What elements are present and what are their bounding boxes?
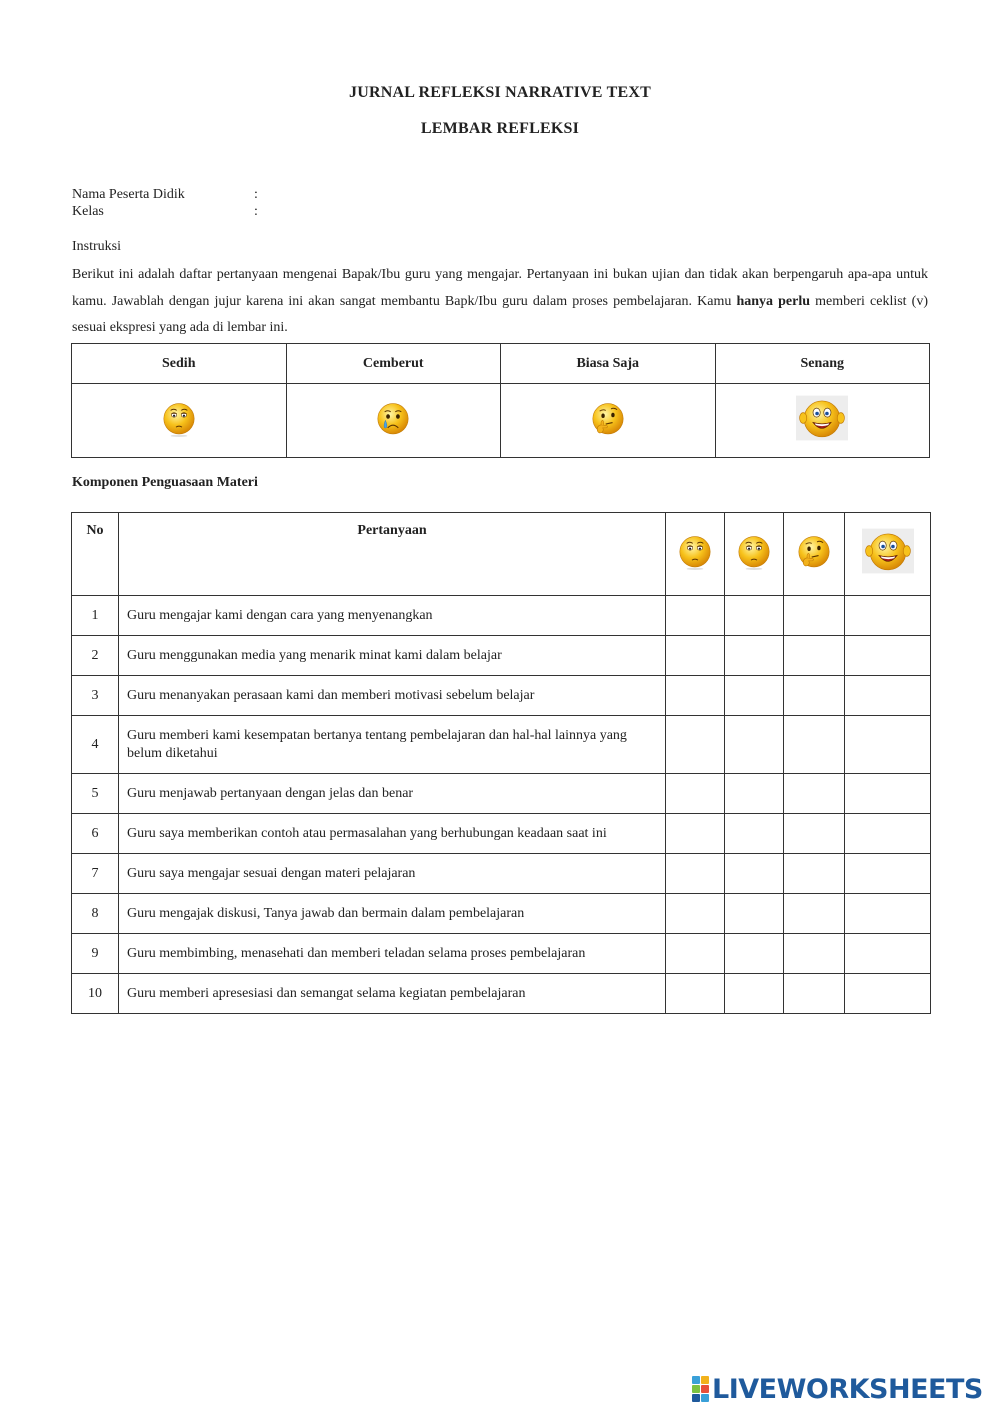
- check-cell-sad[interactable]: [666, 636, 725, 676]
- check-cell-happy[interactable]: [845, 774, 931, 814]
- check-cell-happy[interactable]: [845, 854, 931, 894]
- check-cell-happy[interactable]: [845, 894, 931, 934]
- row-number: 5: [72, 774, 119, 814]
- table-row: [72, 854, 931, 894]
- check-cell-happy[interactable]: [845, 716, 931, 774]
- colon: :: [254, 187, 258, 202]
- expression-label-frown: Cemberut: [286, 344, 501, 384]
- expression-label-happy: Senang: [715, 344, 930, 384]
- expression-label-sad: Sedih: [72, 344, 287, 384]
- check-cell-neutral[interactable]: [784, 854, 845, 894]
- check-cell-frown[interactable]: [725, 774, 784, 814]
- instructions-part: Berikut ini adalah daftar pertanyaan mengenai Bapak/Ibu guru yang mengajar. Pertanyaan ini bukan ujian dan tidak akan berpengaruh apa-apa untuk kamu. Jawablah dengan jujur karena ini akan sangat membantu Bapk/Ibu guru dalam proses pembelajaran. Kamu: [72, 267, 928, 309]
- table-row: [72, 814, 931, 854]
- row-number: 10: [72, 974, 119, 1014]
- row-number: 4: [72, 716, 119, 774]
- happy-face-icon: [862, 525, 914, 577]
- table-row: [72, 894, 931, 934]
- col-question-header: Pertanyaan: [119, 513, 666, 596]
- row-question: Guru menggunakan media yang menarik minat kami dalam belajar: [119, 636, 666, 676]
- check-cell-neutral[interactable]: [784, 974, 845, 1014]
- brand-text: LIVEWORKSHEETS: [712, 1373, 983, 1405]
- expression-label-neutral: Biasa Saja: [501, 344, 716, 384]
- check-cell-neutral[interactable]: [784, 636, 845, 676]
- check-cell-sad[interactable]: [666, 676, 725, 716]
- check-cell-neutral[interactable]: [784, 716, 845, 774]
- row-number: 2: [72, 636, 119, 676]
- check-cell-frown[interactable]: [725, 854, 784, 894]
- check-cell-sad[interactable]: [666, 854, 725, 894]
- section-title: Komponen Penguasaan Materi: [72, 475, 258, 490]
- colon: :: [254, 204, 258, 219]
- check-cell-happy[interactable]: [845, 934, 931, 974]
- expression-cell: [72, 384, 287, 458]
- row-question: Guru menjawab pertanyaan dengan jelas dan benar: [119, 774, 666, 814]
- check-cell-neutral[interactable]: [784, 814, 845, 854]
- check-cell-happy[interactable]: [845, 814, 931, 854]
- check-cell-frown[interactable]: [725, 676, 784, 716]
- table-row: [72, 716, 931, 774]
- thinking-face-icon: [792, 529, 836, 573]
- liveworksheets-logo: [692, 1374, 983, 1404]
- check-cell-frown[interactable]: [725, 716, 784, 774]
- student-name-row: [72, 187, 258, 203]
- check-cell-neutral[interactable]: [784, 894, 845, 934]
- row-number: 7: [72, 854, 119, 894]
- row-number: 6: [72, 814, 119, 854]
- expression-cell: [715, 384, 930, 458]
- check-cell-happy[interactable]: [845, 596, 931, 636]
- sad-face-icon: [673, 529, 717, 573]
- thinking-face-icon: [586, 396, 630, 440]
- crying-face-icon: [371, 396, 415, 440]
- check-cell-sad[interactable]: [666, 934, 725, 974]
- student-name-label: Nama Peserta Didik: [72, 187, 185, 202]
- logo-icon: [692, 1376, 708, 1402]
- expression-legend-table: [71, 343, 930, 458]
- col-icon-header: [784, 513, 845, 596]
- check-cell-frown[interactable]: [725, 814, 784, 854]
- check-cell-sad[interactable]: [666, 894, 725, 934]
- col-icon-header: [845, 513, 931, 596]
- row-question: Guru mengajak diskusi, Tanya jawab dan bermain dalam pembelajaran: [119, 894, 666, 934]
- check-cell-sad[interactable]: [666, 596, 725, 636]
- check-cell-neutral[interactable]: [784, 934, 845, 974]
- row-number: 3: [72, 676, 119, 716]
- row-number: 1: [72, 596, 119, 636]
- questions-table: [71, 512, 931, 1014]
- expression-cell: [501, 384, 716, 458]
- table-row: [72, 934, 931, 974]
- happy-face-icon: [796, 392, 848, 444]
- col-icon-header: [666, 513, 725, 596]
- table-row: [72, 676, 931, 716]
- row-number: 9: [72, 934, 119, 974]
- page-title: JURNAL REFLEKSI NARRATIVE TEXT: [349, 84, 651, 101]
- table-row: [72, 774, 931, 814]
- row-question: Guru membimbing, menasehati dan memberi teladan selama proses pembelajaran: [119, 934, 666, 974]
- check-cell-frown[interactable]: [725, 636, 784, 676]
- check-cell-frown[interactable]: [725, 596, 784, 636]
- table-row: [72, 596, 931, 636]
- page-subtitle: LEMBAR REFLEKSI: [420, 120, 580, 137]
- row-question: Guru mengajar kami dengan cara yang menyenangkan: [119, 596, 666, 636]
- row-question: Guru saya mengajar sesuai dengan materi pelajaran: [119, 854, 666, 894]
- instructions-bold: hanya perlu: [736, 293, 811, 309]
- check-cell-sad[interactable]: [666, 974, 725, 1014]
- col-no-header: No: [72, 513, 119, 596]
- check-cell-neutral[interactable]: [784, 596, 845, 636]
- check-cell-frown[interactable]: [725, 974, 784, 1014]
- col-icon-header: [725, 513, 784, 596]
- check-cell-happy[interactable]: [845, 636, 931, 676]
- check-cell-happy[interactable]: [845, 676, 931, 716]
- check-cell-sad[interactable]: [666, 814, 725, 854]
- check-cell-sad[interactable]: [666, 774, 725, 814]
- check-cell-sad[interactable]: [666, 716, 725, 774]
- instructions-text: [72, 262, 928, 342]
- row-question: Guru saya memberikan contoh atau permasalahan yang berhubungan keadaan saat ini: [119, 814, 666, 854]
- class-label: Kelas: [72, 204, 104, 219]
- class-row: [72, 204, 258, 220]
- expression-cell: [286, 384, 501, 458]
- table-row: [72, 636, 931, 676]
- check-cell-happy[interactable]: [845, 974, 931, 1014]
- instructions-part: memberi ceklist (v) sesuai ekspresi yang ada di lembar ini.: [72, 293, 928, 335]
- table-row: [72, 974, 931, 1014]
- row-number: 8: [72, 894, 119, 934]
- sad-face-icon: [732, 529, 776, 573]
- check-cell-frown[interactable]: [725, 934, 784, 974]
- row-question: Guru memberi apresesiasi dan semangat selama kegiatan pembelajaran: [119, 974, 666, 1014]
- row-question: Guru memberi kami kesempatan bertanya tentang pembelajaran dan hal-hal lainnya yang belum diketahui: [119, 716, 666, 774]
- sad-face-icon: [157, 396, 201, 440]
- row-question: Guru menanyakan perasaan kami dan memberi motivasi sebelum belajar: [119, 676, 666, 716]
- instructions-heading: Instruksi: [72, 239, 121, 254]
- check-cell-frown[interactable]: [725, 894, 784, 934]
- check-cell-neutral[interactable]: [784, 774, 845, 814]
- check-cell-neutral[interactable]: [784, 676, 845, 716]
